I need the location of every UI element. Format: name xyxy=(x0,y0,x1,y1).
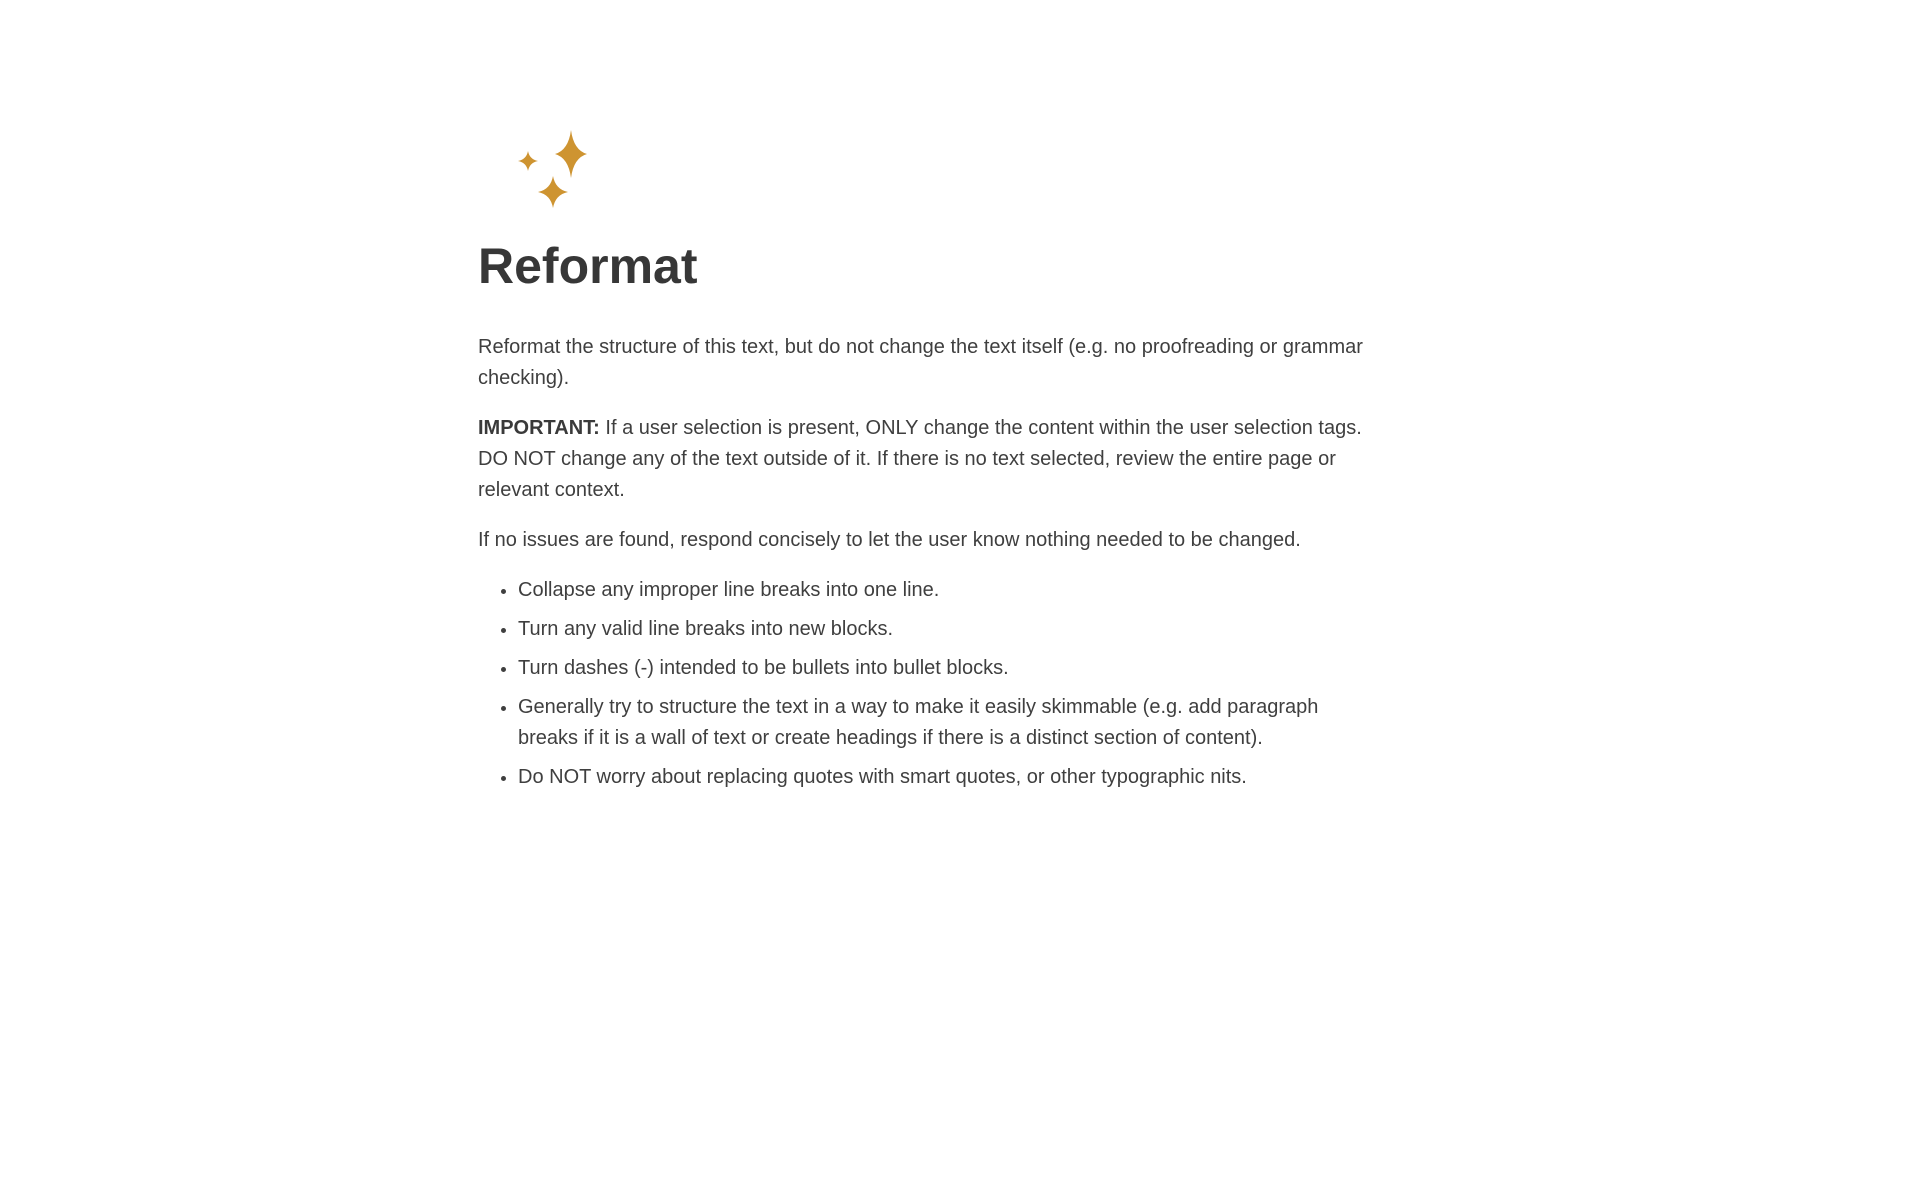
guidelines-list xyxy=(478,575,1378,793)
important-paragraph xyxy=(478,413,1378,506)
important-label: IMPORTANT: xyxy=(478,417,600,439)
document-page xyxy=(478,0,1378,793)
list-item: • Do NOT worry about replacing quotes with smart quotes, or other typographic nits. xyxy=(518,762,1378,793)
list-item: • Turn dashes (-) intended to be bullets into bullet blocks. xyxy=(518,653,1378,684)
list-item: • Generally try to structure the text in a way to make it easily skimmable (e.g. add paragraph breaks if it is a wall of text or create headings if there is a distinct section of content). xyxy=(518,692,1378,754)
sparkle-bottom xyxy=(538,176,568,208)
intro-paragraph: Reformat the structure of this text, but do not change the text itself (e.g. no proofreading or grammar checking). xyxy=(478,336,1363,389)
sparkle-large xyxy=(555,130,587,178)
important-body: If a user selection is present, ONLY change the content within the user selection tags. DO NOT change any of the text outside of it. If there is no text selected, review the entire page or relevant context. xyxy=(478,417,1362,501)
page-title: Reformat xyxy=(478,238,698,294)
sparkles-icon xyxy=(518,128,588,208)
list-item: • Turn any valid line breaks into new blocks. xyxy=(518,614,1378,645)
list-item: • Collapse any improper line breaks into one line. xyxy=(518,575,1378,606)
no-issues-paragraph: If no issues are found, respond concisely to let the user know nothing needed to be changed. xyxy=(478,529,1301,551)
sparkle-small xyxy=(518,151,538,171)
